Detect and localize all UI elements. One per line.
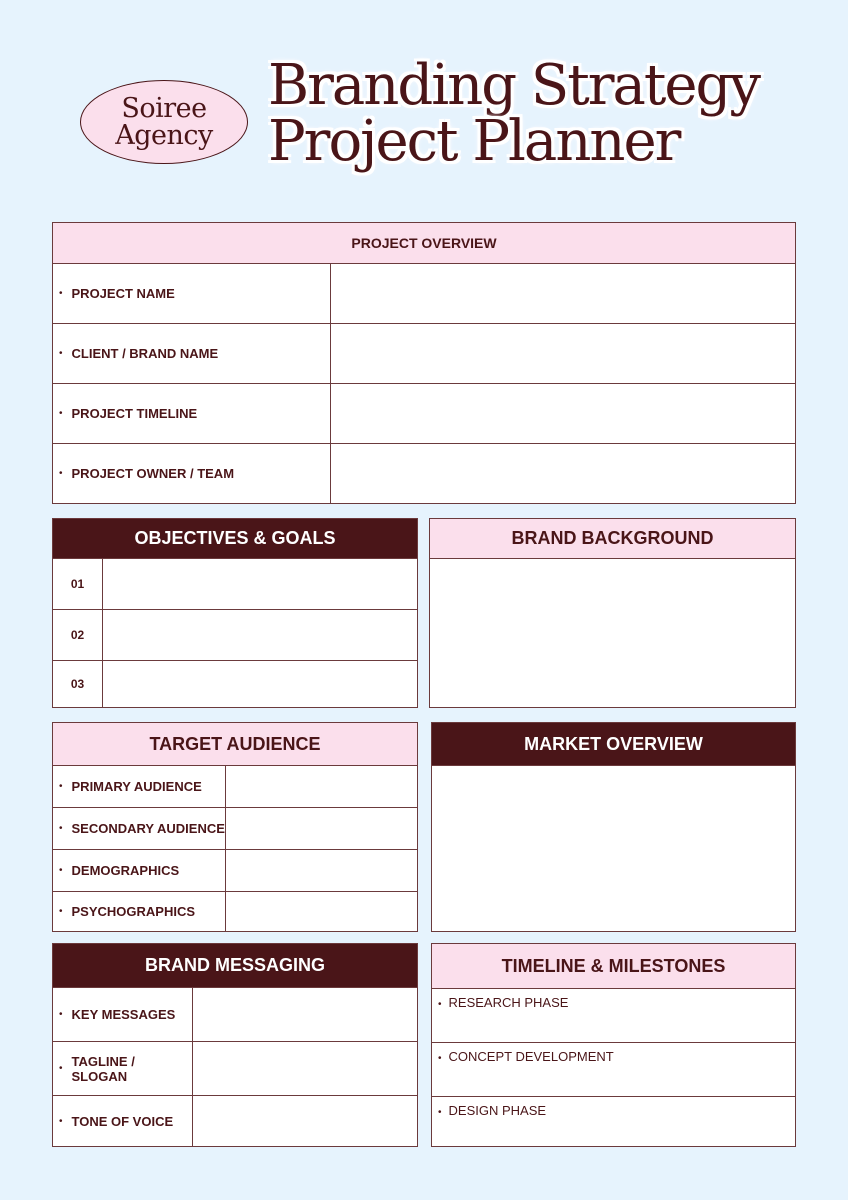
table-row xyxy=(53,661,417,707)
table-row: • PROJECT NAME xyxy=(53,264,795,324)
target-audience-section xyxy=(52,722,418,932)
objective-field[interactable] xyxy=(103,661,417,707)
logo-line-1: Soiree xyxy=(121,93,207,124)
target-audience-heading: TARGET AUDIENCE xyxy=(53,723,417,766)
agency-logo xyxy=(80,80,248,164)
brand-background-section xyxy=(429,518,796,708)
timeline-milestones-section xyxy=(431,943,796,1147)
row-label: PROJECT OWNER / TEAM xyxy=(71,466,235,481)
brand-background-heading: BRAND BACKGROUND xyxy=(430,519,795,559)
brand-messaging-heading: BRAND MESSAGING xyxy=(53,944,417,988)
table-row: • DEMOGRAPHICS xyxy=(53,850,417,892)
table-row: • CLIENT / BRAND NAME xyxy=(53,324,795,384)
market-overview-field[interactable] xyxy=(432,766,795,931)
table-row: • PSYCHOGRAPHICS xyxy=(53,892,417,931)
row-label: TONE OF VOICE xyxy=(71,1113,174,1129)
project-overview-heading: PROJECT OVERVIEW xyxy=(53,223,795,264)
objectives-heading: OBJECTIVES & GOALS xyxy=(53,519,417,559)
logo-line-2: Agency xyxy=(115,120,213,151)
key-messages-field[interactable] xyxy=(193,988,417,1041)
objective-field[interactable] xyxy=(103,559,417,609)
row-label: PROJECT TIMELINE xyxy=(71,406,198,421)
table-row: • TAGLINE / SLOGAN xyxy=(53,1042,417,1096)
row-label: KEY MESSAGES xyxy=(71,1007,176,1022)
row-label: PROJECT NAME xyxy=(71,286,175,301)
client-brand-name-field[interactable] xyxy=(331,324,795,383)
psychographics-field[interactable] xyxy=(226,892,417,931)
timeline-heading: TIMELINE & MILESTONES xyxy=(432,944,795,989)
objectives-goals-section xyxy=(52,518,418,708)
row-label: SECONDARY AUDIENCE xyxy=(71,821,225,836)
objective-field[interactable] xyxy=(103,610,417,660)
table-row xyxy=(53,610,417,661)
row-label: TAGLINE / SLOGAN xyxy=(71,1053,135,1084)
row-label: DEMOGRAPHICS xyxy=(71,863,180,878)
title-line-1: Branding Strategy xyxy=(268,53,759,118)
milestone-item[interactable]: • DESIGN PHASE xyxy=(438,1103,547,1118)
table-row xyxy=(53,559,417,610)
title-line-2: Project Planner xyxy=(268,109,680,174)
table-row: • SECONDARY AUDIENCE xyxy=(53,808,417,850)
demographics-field[interactable] xyxy=(226,850,417,891)
row-label: PRIMARY AUDIENCE xyxy=(71,779,202,794)
table-row: • PROJECT TIMELINE xyxy=(53,384,795,444)
table-row: • PRIMARY AUDIENCE xyxy=(53,766,417,808)
project-timeline-field[interactable] xyxy=(331,384,795,443)
table-row: • TONE OF VOICE xyxy=(53,1096,417,1146)
project-name-field[interactable] xyxy=(331,264,795,323)
table-row: • PROJECT OWNER / TEAM xyxy=(53,444,795,503)
brand-background-field[interactable] xyxy=(430,559,795,707)
milestone-label: CONCEPT DEVELOPMENT xyxy=(448,1049,614,1064)
milestone-label: DESIGN PHASE xyxy=(448,1103,547,1118)
primary-audience-field[interactable] xyxy=(226,766,417,807)
milestone-label: RESEARCH PHASE xyxy=(448,995,569,1010)
brand-messaging-section xyxy=(52,943,418,1147)
table-row: • KEY MESSAGES xyxy=(53,988,417,1042)
row-number: 01 xyxy=(53,559,103,609)
row-label: CLIENT / BRAND NAME xyxy=(71,346,219,361)
milestone-item[interactable]: • CONCEPT DEVELOPMENT xyxy=(432,1043,795,1097)
tagline-slogan-field[interactable] xyxy=(193,1042,417,1095)
project-owner-team-field[interactable] xyxy=(331,444,795,503)
secondary-audience-field[interactable] xyxy=(226,808,417,849)
row-label: PSYCHOGRAPHICS xyxy=(71,904,196,919)
milestone-item[interactable]: • RESEARCH PHASE xyxy=(432,989,795,1043)
market-overview-section xyxy=(431,722,796,932)
row-number: 02 xyxy=(53,610,103,660)
market-overview-heading: MARKET OVERVIEW xyxy=(432,723,795,766)
row-number: 03 xyxy=(53,661,103,707)
tone-of-voice-field[interactable] xyxy=(193,1096,417,1146)
project-overview-section xyxy=(52,222,796,504)
page-title xyxy=(268,53,828,174)
